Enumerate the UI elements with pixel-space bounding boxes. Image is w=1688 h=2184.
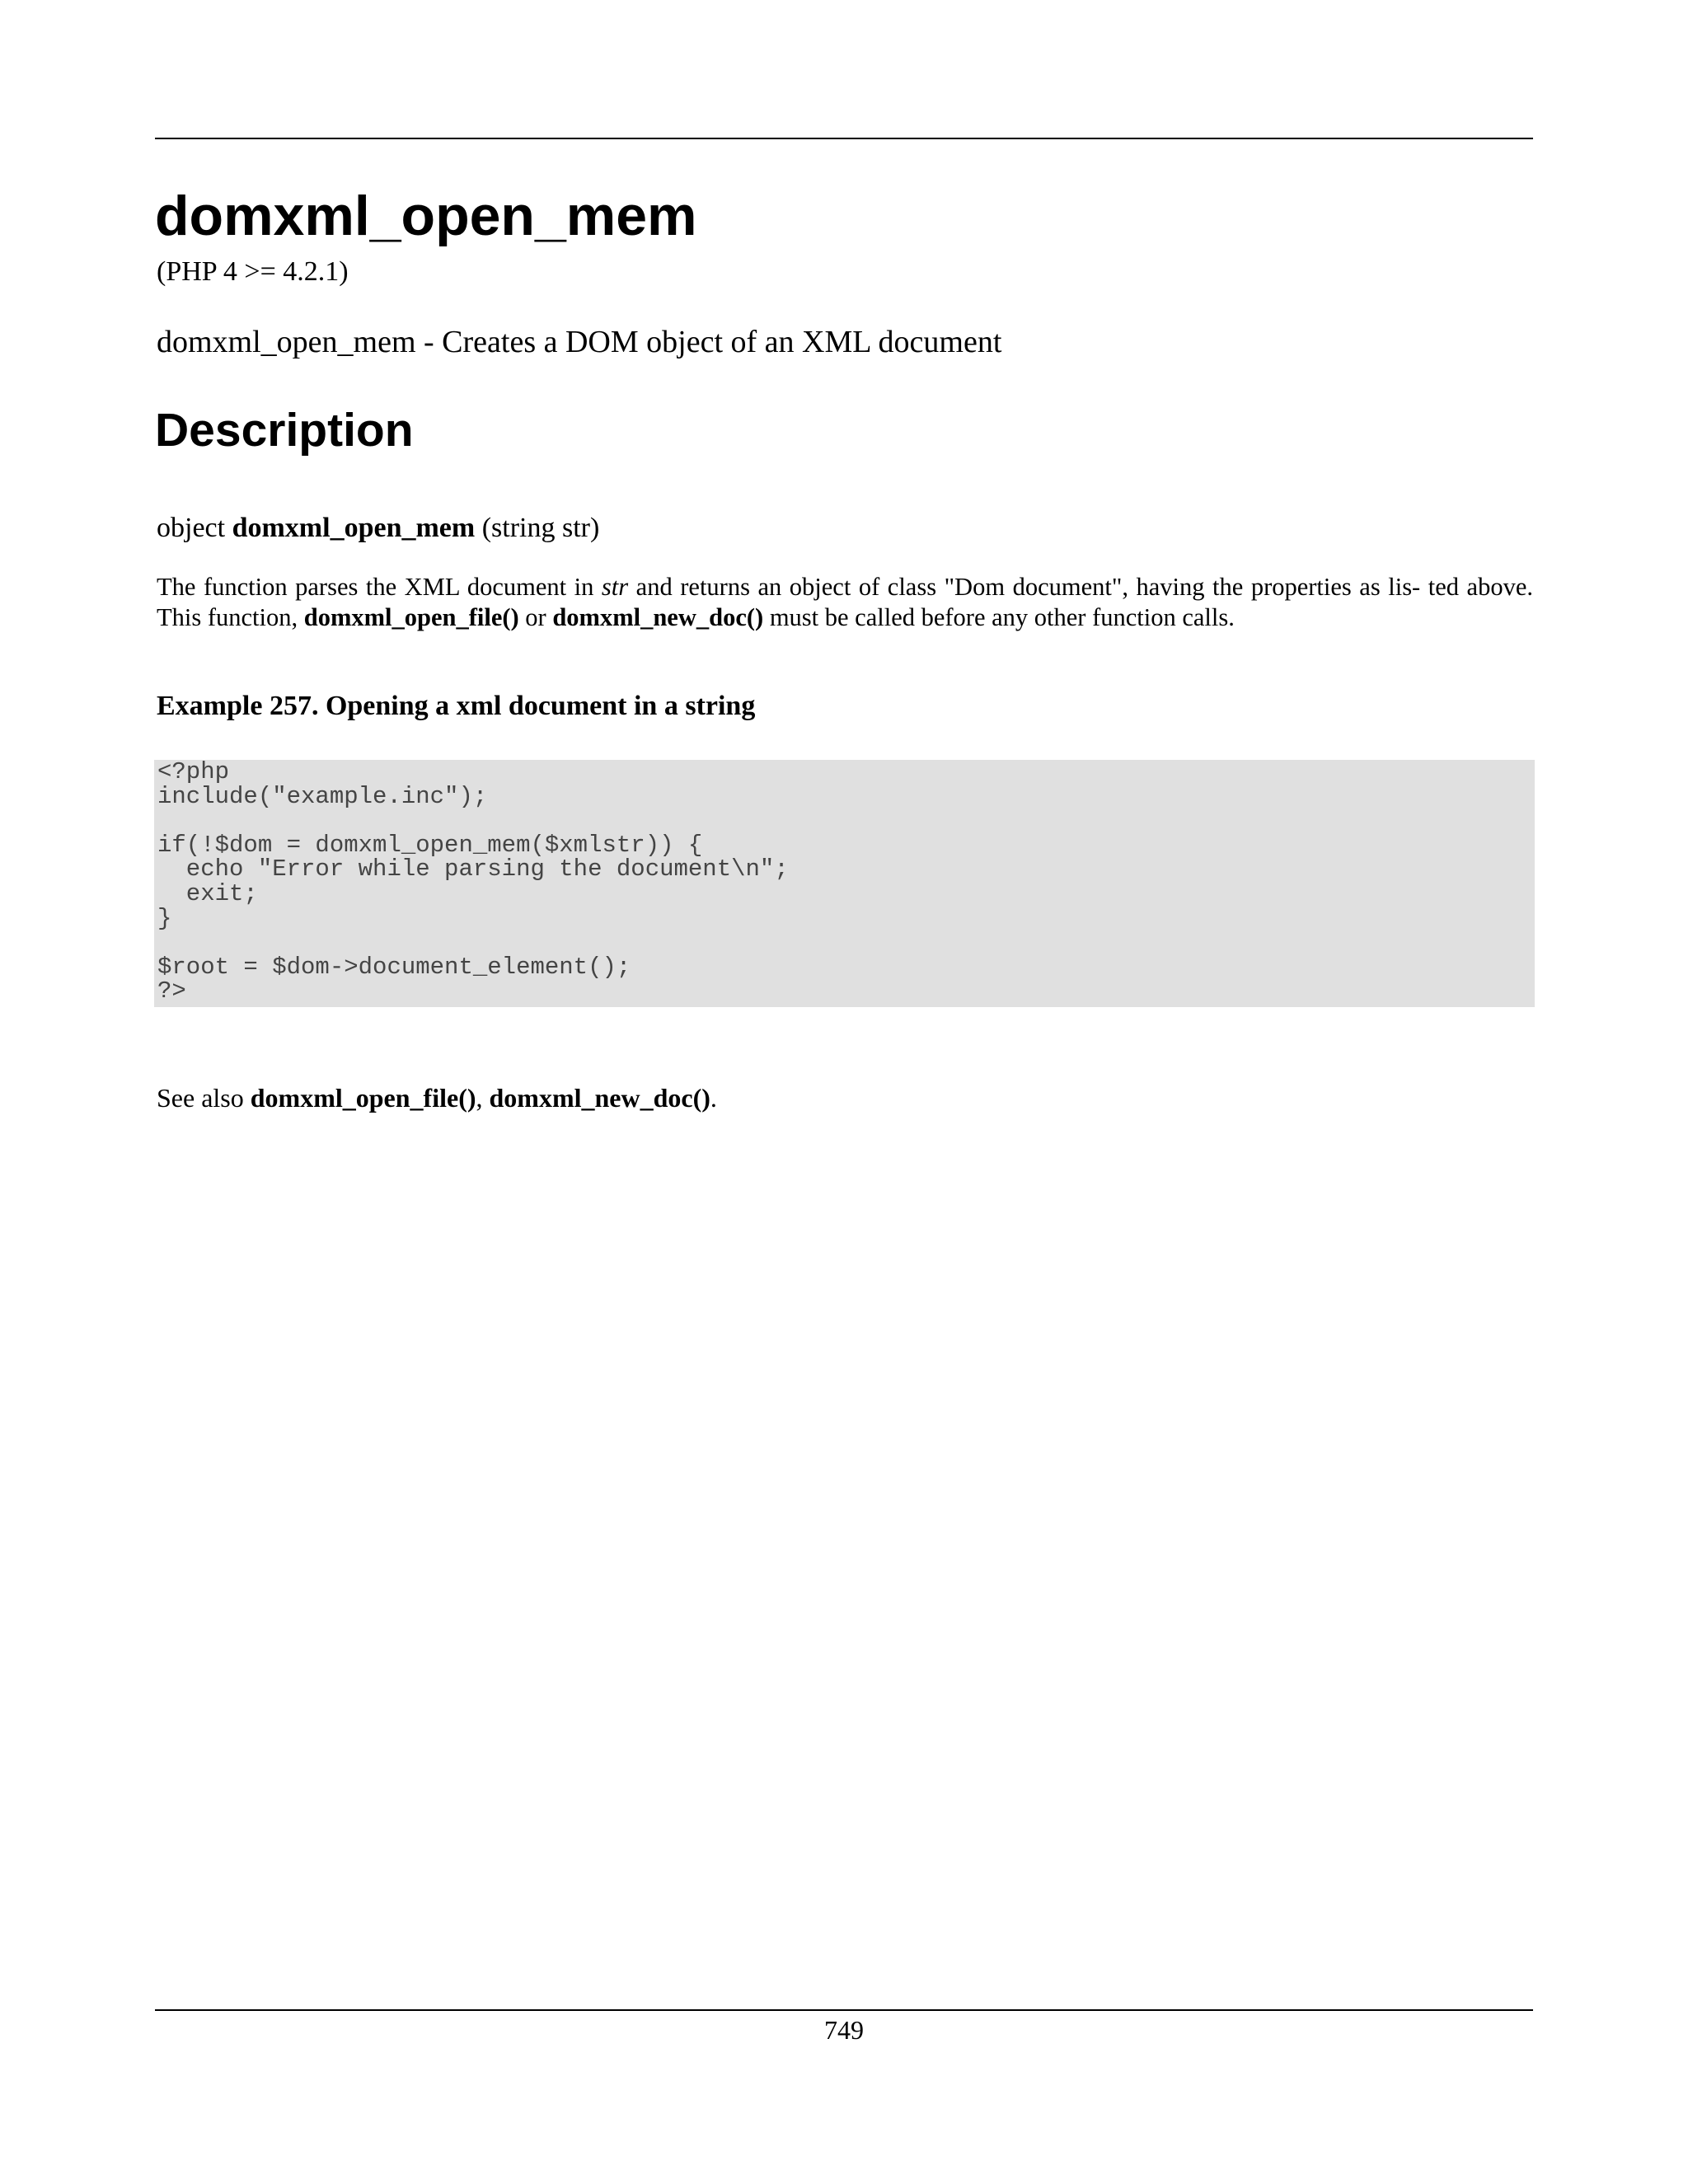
function-synopsis (157, 514, 599, 542)
function-purpose: domxml_open_mem - Creates a DOM object of an XML document (157, 325, 1002, 359)
footer-rule (155, 2009, 1533, 2011)
example-title: Example 257. Opening a xml document in a string (157, 691, 756, 721)
version-note: (PHP 4 >= 4.2.1) (157, 256, 349, 287)
synopsis-function-name: domxml_open_mem (232, 513, 476, 543)
header-rule (155, 138, 1533, 139)
code-block: <?php include("example.inc"); if(!$dom = domxml_open_mem($xmlstr)) { echo "Error while parsing the document\n"; exit; } $root = $dom->document_element(); ?> (154, 760, 1535, 1007)
paragraph-text: must be called before any other function calls. (763, 603, 1235, 631)
description-heading: Description (155, 404, 414, 457)
synopsis-params: (string str) (481, 513, 600, 543)
see-also-label: See also (157, 1083, 251, 1113)
paragraph-text: and returns an object of class "Dom document", having the properties as lis- ted above. This function, (157, 573, 1533, 631)
see-also (157, 1085, 717, 1111)
paragraph-function-link: domxml_new_doc() (552, 603, 764, 631)
paragraph-param: str (601, 573, 629, 601)
see-also-end: . (710, 1083, 717, 1113)
see-also-link: domxml_new_doc() (489, 1083, 710, 1113)
page-number: 749 (824, 2015, 864, 2045)
see-also-separator: , (476, 1083, 490, 1113)
description-paragraph (157, 572, 1533, 633)
synopsis-return-type: object (157, 513, 226, 543)
function-title: domxml_open_mem (155, 185, 697, 247)
see-also-link: domxml_open_file() (250, 1083, 476, 1113)
paragraph-text: or (518, 603, 553, 631)
paragraph-text: The function parses the XML document in (157, 573, 602, 601)
paragraph-function-link: domxml_open_file() (303, 603, 519, 631)
